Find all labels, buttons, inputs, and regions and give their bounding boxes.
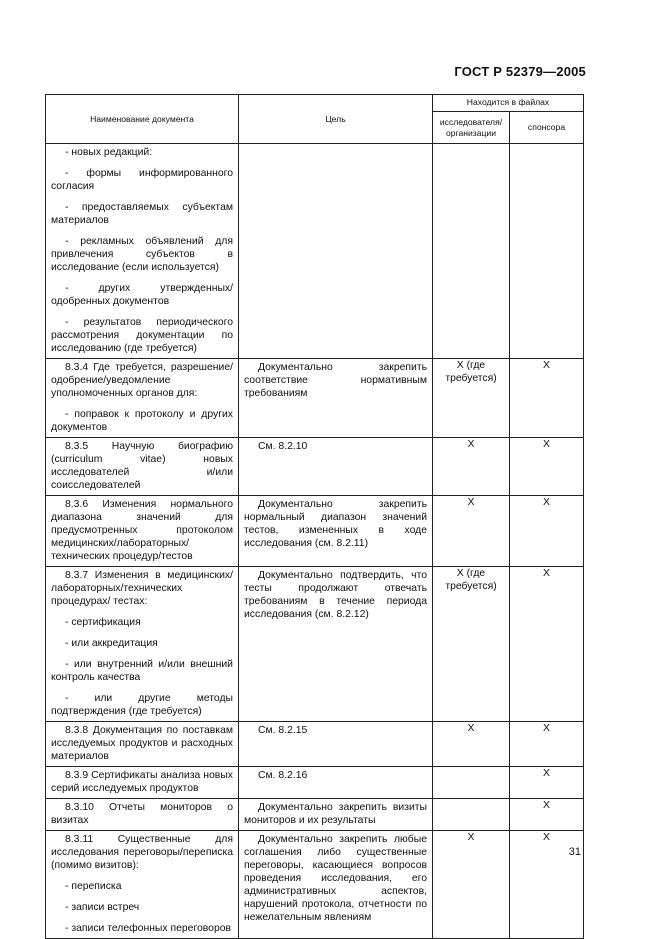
goal-text: См. 8.2.15 [258,725,308,736]
cell-goal [239,144,433,359]
cell-investigator-mark: Х (где требуется) [433,359,510,438]
cell-sponsor-mark: Х [510,799,584,831]
document-standard-code: ГОСТ Р 52379—2005 [454,64,586,79]
cell-sponsor-mark: Х [510,567,584,722]
item-title: 8.3.6 Изменения нормального диапазона значений для предусмотренных протоколом медицинских/лабораторных/технических процедур/тестов [51,499,233,562]
cell-goal [239,799,433,831]
table-row [46,144,584,359]
goal-text: Документально закрепить любые соглашения либо существенные переговоры, касающиеся вопросов проведения исследования, его административных аспектов, нарушений протокола, отчетности по нежелательным явлениям [244,834,427,923]
cell-sponsor-mark: Х [510,722,584,767]
list-item: - других утвержденных/одобренных документов [51,283,233,307]
list-item: - переписка [65,881,122,892]
item-title: 8.3.7 Изменения в медицинских/ лабораторных/технических процедурах/ тестах: [51,570,233,607]
cell-document-name [46,799,239,831]
table-row [46,496,584,567]
cell-investigator-mark: Х (где требуется) [433,567,510,722]
list-item: - сертификация [65,617,141,628]
table-body [46,144,584,939]
documents-table [45,94,584,939]
header-in-files: Находится в файлах [433,95,584,112]
cell-investigator-mark: Х [433,831,510,939]
goal-text: Документально закрепить нормальный диапазон значений тестов, измененных в ходе исследования (см. 8.2.11) [244,499,427,549]
table-row [46,799,584,831]
cell-sponsor-mark [510,144,584,359]
header-sponsor: спонсора [510,112,584,144]
item-title: 8.3.10 Отчеты мониторов о визитах [51,802,233,826]
cell-sponsor-mark: Х [510,767,584,799]
cell-goal [239,722,433,767]
list-item: - или внутренний и/или внешний контроль качества [51,659,233,683]
cell-investigator-mark [433,767,510,799]
cell-investigator-mark: Х [433,438,510,496]
item-title: 8.3.5 Научную биографию (curriculum vitae) новых исследователей и/или соисследователей [51,441,233,491]
cell-document-name [46,144,239,359]
item-title: 8.3.11 Существенные для исследования переговоры/переписка (помимо визитов): [51,834,233,871]
list-item: - или аккредитация [65,638,158,649]
page-number: 31 [568,846,581,858]
list-item: - поправок к протоколу и других документов [51,409,233,433]
goal-text: Документально подтвердить, что тесты продолжают отвечать требованиям в течение периода исследования (см. 8.2.12) [244,570,427,620]
cell-investigator-mark [433,144,510,359]
goal-text: Документально закрепить соответствие нормативным требованиям [244,362,427,399]
goal-text: Документально закрепить визиты мониторов и их результаты [244,802,427,826]
cell-investigator-mark: Х [433,496,510,567]
table-row [46,438,584,496]
item-title: 8.3.9 Сертификаты анализа новых серий исследуемых продуктов [51,770,233,794]
cell-document-name [46,831,239,939]
goal-text: См. 8.2.10 [258,441,308,452]
list-item: - новых редакций: [65,147,153,158]
header-document-name: Наименование документа [46,95,239,144]
cell-document-name [46,438,239,496]
goal-text: См. 8.2.16 [258,770,308,781]
header-investigator: исследователя/ организации [433,112,510,144]
table-row [46,567,584,722]
cell-goal [239,767,433,799]
cell-sponsor-mark: Х [510,359,584,438]
cell-investigator-mark [433,799,510,831]
cell-document-name [46,767,239,799]
cell-document-name [46,496,239,567]
list-item: - записи телефонных переговоров [65,923,232,934]
item-title: 8.3.4 Где требуется, разрешение/ одобрение/уведомление уполномоченных органов для: [51,362,233,399]
cell-goal [239,359,433,438]
table-row [46,831,584,939]
cell-goal [239,567,433,722]
cell-investigator-mark: Х [433,722,510,767]
list-item: - или другие методы подтверждения (где требуется) [51,693,233,717]
list-item: - записи встреч [65,902,140,913]
item-title: 8.3.8 Документация по поставкам исследуемых продуктов и расходных материалов [51,725,233,762]
cell-sponsor-mark: Х [510,438,584,496]
cell-goal [239,438,433,496]
table-row [46,359,584,438]
cell-goal [239,496,433,567]
cell-document-name [46,567,239,722]
table-row [46,767,584,799]
list-item: - предоставляемых субъектам материалов [51,202,233,226]
cell-sponsor-mark: Х [510,496,584,567]
cell-document-name [46,722,239,767]
cell-goal [239,831,433,939]
list-item: - формы информированного согласия [51,168,233,192]
cell-document-name [46,359,239,438]
table-row [46,722,584,767]
list-item: - рекламных объявлений для привлечения субъектов в исследование (если используется) [51,236,233,273]
list-item: - результатов периодического рассмотрения документации по исследованию (где требуется) [51,317,233,354]
cell-sponsor-mark: Х [510,831,584,939]
header-goal: Цель [239,95,433,144]
